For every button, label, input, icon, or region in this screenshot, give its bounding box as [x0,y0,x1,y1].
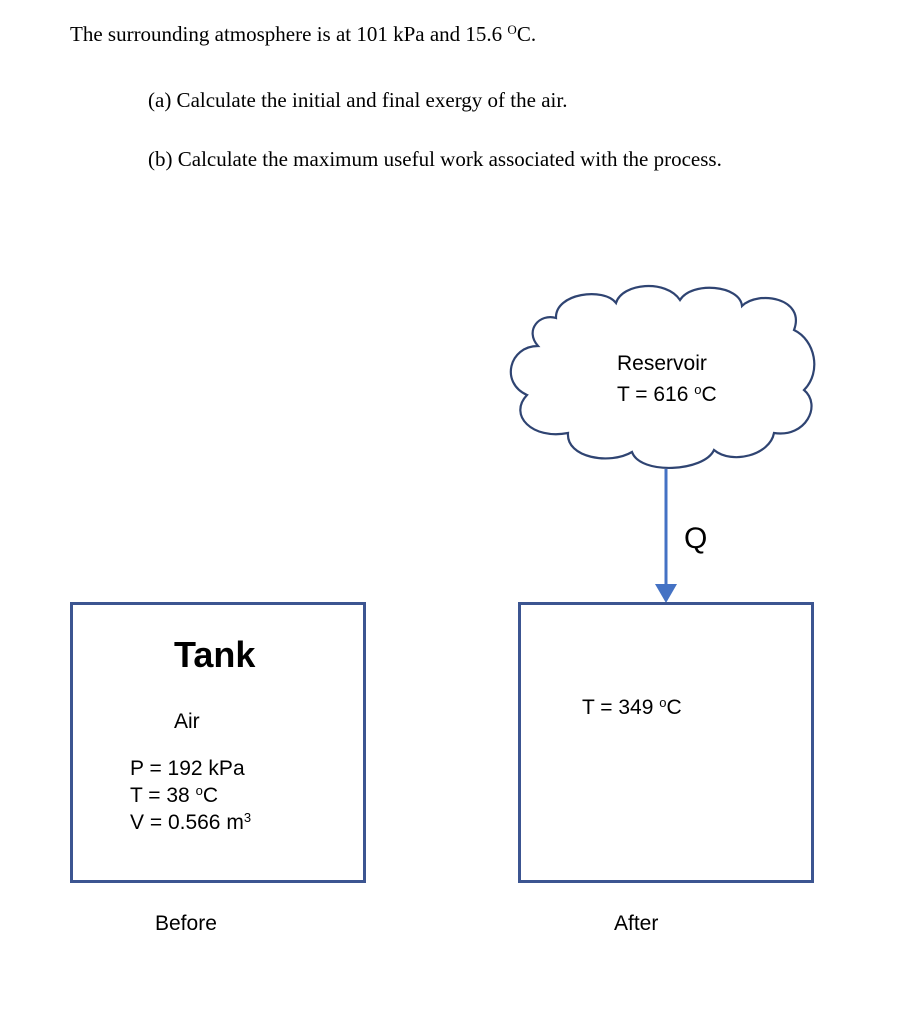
after-temp-degree: o [659,694,667,710]
intro-unit: C. [516,22,537,46]
intro-degree: O [507,21,517,37]
reservoir-temp-value: T = 616 [617,383,695,406]
after-caption: After [614,912,659,935]
tank-temp-degree: o [195,782,203,798]
intro-text: The surrounding atmosphere is at 101 kPa and 15.6 [70,22,508,46]
tank-volume-exponent: 3 [243,809,252,825]
tank-temp-unit: C [202,784,218,807]
part-b-text: (b) Calculate the maximum useful work associated with the process. [148,147,722,171]
reservoir-cloud [511,286,814,468]
tank-after [518,602,814,883]
tank-volume-value: V = 0.566 m [130,811,244,834]
before-caption: Before [155,912,217,935]
after-temperature [582,696,682,720]
reservoir-temp-degree: o [694,381,702,397]
after-temp-unit: C [666,696,682,719]
heat-arrow-head [655,584,677,603]
tank-pressure: P = 192 kPa [130,757,245,780]
tank-substance: Air [174,710,200,733]
heat-label: Q [684,522,708,555]
part-a-text: (a) Calculate the initial and final exergy of the air. [148,88,568,112]
tank-title: Tank [174,634,256,675]
reservoir-temperature [617,383,717,407]
after-temp-value: T = 349 [582,696,660,719]
reservoir-label: Reservoir [617,352,707,375]
tank-temperature [130,784,218,808]
tank-temp-value: T = 38 [130,784,196,807]
tank-volume [130,811,251,835]
reservoir-temp-unit: C [701,383,717,406]
